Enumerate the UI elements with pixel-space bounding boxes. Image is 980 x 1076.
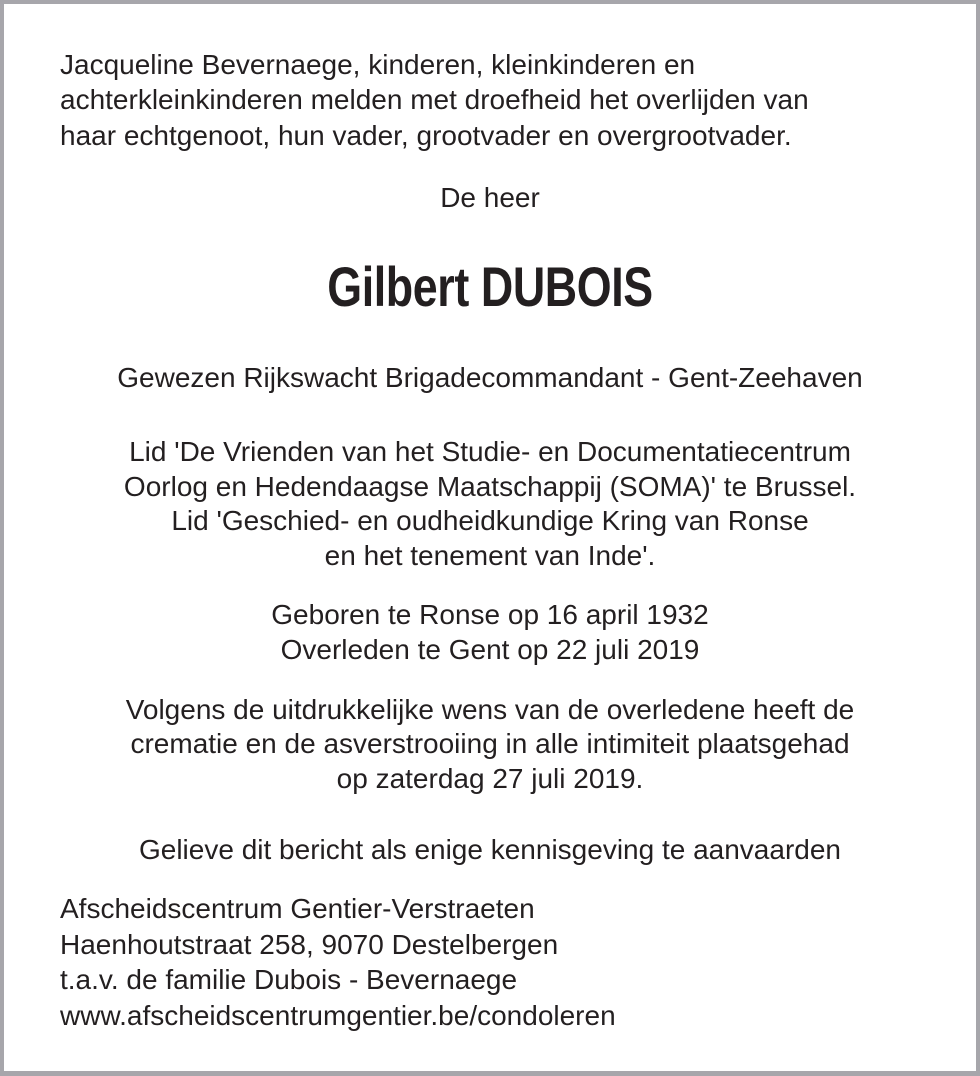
- deceased-title: Gewezen Rijkswacht Brigadecommandant - Gent-Zeehaven: [117, 362, 863, 393]
- membership-line: en het tenement van Inde'.: [324, 540, 656, 571]
- ceremony-line: op zaterdag 27 juli 2019.: [336, 763, 644, 794]
- intro-line: achterkleinkinderen melden met droefheid het overlijden van: [60, 84, 809, 115]
- ceremony-line: crematie en de asverstrooiing in alle intimiteit plaatsgehad: [130, 728, 850, 759]
- contact-line: Haenhoutstraat 258, 9070 Destelbergen: [60, 929, 559, 960]
- intro-line: haar echtgenoot, hun vader, grootvader en overgrootvader.: [60, 120, 792, 151]
- membership-line: Oorlog en Hedendaagse Maatschappij (SOMA)' te Brussel.: [123, 471, 857, 502]
- notice: Gelieve dit bericht als enige kennisgeving te aanvaarden: [138, 834, 841, 865]
- death-date: Overleden te Gent op 22 juli 2019: [280, 634, 700, 665]
- salutation: De heer: [440, 182, 540, 213]
- deceased-name: Gilbert DUBOIS: [327, 255, 653, 318]
- birth-date: Geboren te Ronse op 16 april 1932: [271, 599, 709, 630]
- contact-line: t.a.v. de familie Dubois - Bevernaege: [60, 964, 518, 995]
- condolence-link[interactable]: www.afscheidscentrumgentier.be/condoleren: [60, 1000, 616, 1031]
- intro-line: Jacqueline Bevernaege, kinderen, kleinkinderen en: [60, 49, 696, 80]
- membership-line: Lid 'De Vrienden van het Studie- en Documentatiecentrum: [129, 436, 851, 467]
- membership-line: Lid 'Geschied- en oudheidkundige Kring van Ronse: [171, 505, 809, 536]
- contact-line: Afscheidscentrum Gentier-Verstraeten: [60, 893, 535, 924]
- ceremony-line: Volgens de uitdrukkelijke wens van de overledene heeft de: [125, 694, 855, 725]
